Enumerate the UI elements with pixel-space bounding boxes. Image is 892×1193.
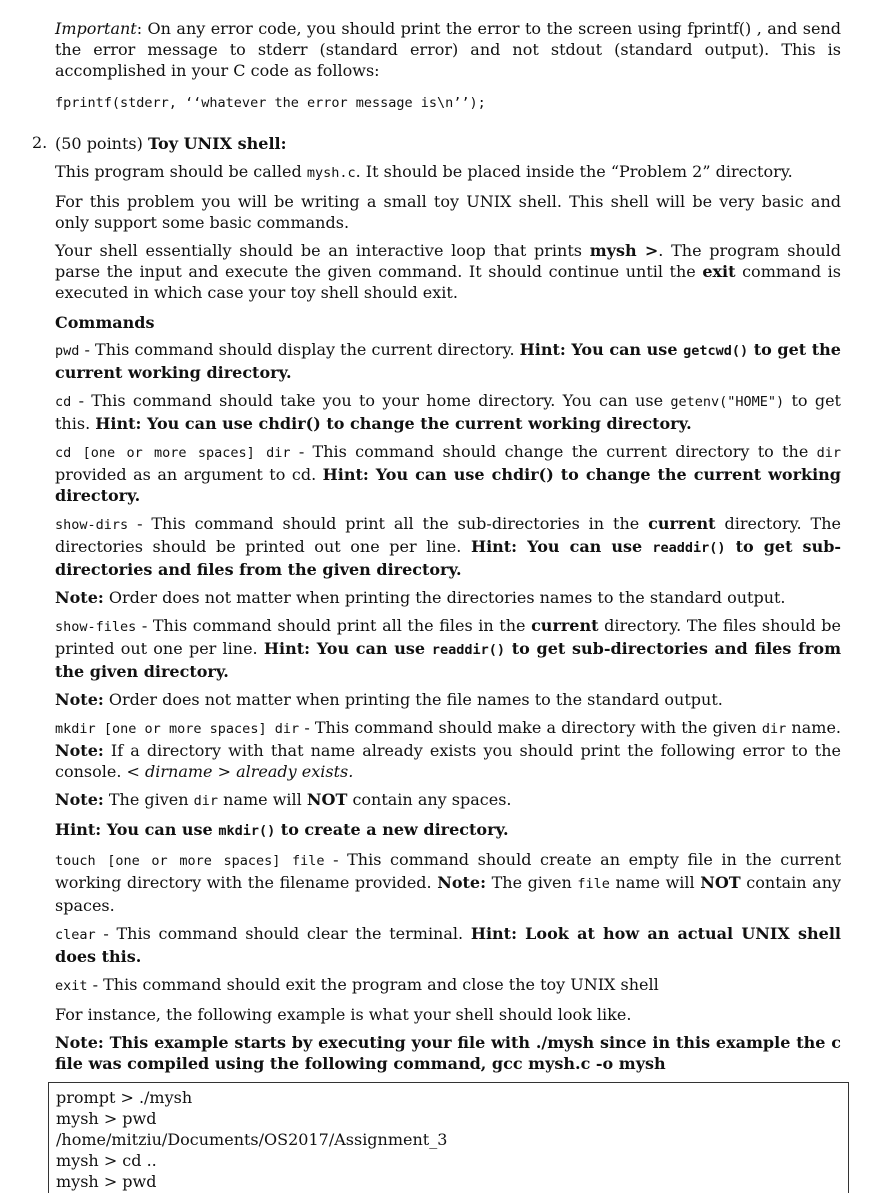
problem-2-header: 2. (50 points) Toy UNIX shell:: [32, 133, 287, 153]
instance-text: For instance, the following example is what your shell should look like.: [55, 1005, 632, 1024]
fprintf-code: fprintf(stderr, ‘‘whatever the error message is\n’’);: [55, 95, 486, 111]
show-dirs-desc: show-dirs - This command should print all the sub-directories in the current directory. The directories should be printed out one per line. Hint: You can use readdir() to get sub-directories and files from the given directory.: [55, 514, 842, 579]
problem-p3: Your shell essentially should be an interactive loop that prints mysh >. The program should parse the input and execute the given command. It should continue until the exit command is executed in which case your toy shell should exit.: [55, 241, 842, 302]
problem-title: Toy UNIX shell:: [147, 134, 287, 153]
problem-p2: For this problem you will be writing a small toy UNIX shell. This shell will be very basic and only support some basic commands.: [55, 192, 841, 232]
example-line: mysh > cd ..: [56, 1151, 157, 1170]
mkdir-note: Note: The given dir name will NOT contain any spaces.: [55, 790, 512, 809]
important-paragraph: Important: On any error code, you should print the error to the screen using fprintf() , and send the error message to stderr (standard error) and not stdout (standard output). This is accomplished in your C code as follows:: [55, 19, 841, 80]
problem-p1: This program should be called mysh.c. It should be placed inside the “Problem 2” directory.: [55, 162, 793, 181]
cd-dir-desc: cd [one or more spaces] dir - This command should change the current directory to the dir provided as an argument to cd. Hint: You can use chdir() to change the current working directory.: [55, 442, 842, 505]
example-line: mysh > pwd: [56, 1172, 157, 1191]
touch-desc: touch [one or more spaces] file - This command should create an empty file in the current working directory with the filename provided. Note: The given file name will NOT contain any spaces.: [55, 850, 842, 915]
final-note: Note: This example starts by executing your file with ./mysh since in this example the c file was compiled using the following command, gcc mysh.c -o mysh: [55, 1033, 841, 1073]
document-page: [32, 18, 842, 1193]
problem-number: 2.: [32, 133, 48, 152]
mkdir-desc: mkdir [one or more spaces] dir - This command should make a directory with the given dir name. Note: If a directory with that name already exists you should print the following error to the console. < dirname > already exists.: [55, 718, 841, 781]
example-box: [48, 1082, 849, 1193]
example-line: prompt > ./mysh: [56, 1088, 193, 1107]
show-files-note: Note: Order does not matter when printing the file names to the standard output.: [55, 690, 723, 709]
mkdir-hint: Hint: You can use mkdir() to create a new directory.: [55, 820, 509, 839]
commands-heading: Commands: [55, 313, 155, 332]
important-label: Important: [55, 19, 137, 38]
example-line: /home/mitziu/Documents/OS2017/Assignment_3: [56, 1130, 448, 1149]
exit-desc: exit - This command should exit the program and close the toy UNIX shell: [55, 975, 659, 994]
cd-desc: cd - This command should take you to your home directory. You can use getenv("HOME") to get this. Hint: You can use chdir() to change the current working directory.: [55, 391, 841, 433]
clear-desc: clear - This command should clear the terminal. Hint: Look at how an actual UNIX shell does this.: [55, 924, 841, 966]
show-dirs-note: Note: Order does not matter when printing the directories names to the standard output.: [55, 588, 786, 607]
pwd-desc: pwd - This command should display the current directory. Hint: You can use getcwd() to get the current working directory.: [55, 340, 841, 382]
example-line: mysh > pwd: [56, 1109, 157, 1128]
show-files-desc: show-files - This command should print all the files in the current directory. The files should be printed out one per line. Hint: You can use readdir() to get sub-directories and files from the given directory.: [55, 616, 842, 681]
